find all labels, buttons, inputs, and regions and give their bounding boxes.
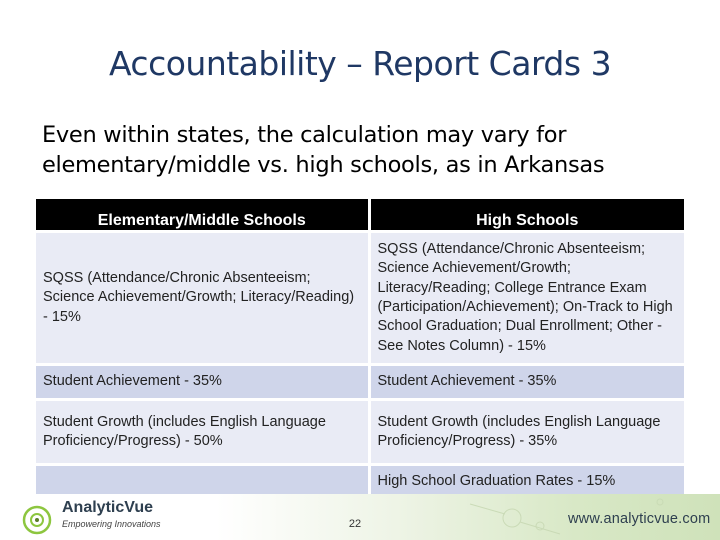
comparison-table: [36, 199, 684, 498]
slide-title: Accountability – Report Cards 3: [108, 44, 612, 83]
header-high-schools: High Schools: [369, 199, 684, 232]
table-row: [36, 232, 684, 365]
page-number: 22: [348, 518, 362, 530]
table-cell: High School Graduation Rates - 15%: [369, 465, 684, 499]
table-cell: [36, 465, 369, 499]
table-row: [36, 365, 684, 400]
table-row: [36, 465, 684, 499]
logo-tagline: Empowering Innovations: [62, 519, 161, 529]
table-header-row: [36, 199, 684, 232]
table-cell: Student Growth (includes English Language Proficiency/Progress) - 50%: [36, 400, 369, 465]
header-elementary-middle: Elementary/Middle Schools: [36, 199, 369, 232]
table-cell: SQSS (Attendance/Chronic Absenteeism; Science Achievement/Growth; Literacy/Reading; College Entrance Exam (Participation/Achievement); On-Track to High School Graduation; Dual Enrollment; Other - See Notes Column) - 15%: [369, 232, 684, 365]
table-cell: Student Achievement - 35%: [369, 365, 684, 400]
logo-name: AnalyticVue: [62, 499, 153, 516]
analyticvue-logo-icon: [22, 505, 52, 535]
website-link[interactable]: www.analyticvue.com: [568, 511, 711, 527]
table-cell: Student Achievement - 35%: [36, 365, 369, 400]
table-cell: SQSS (Attendance/Chronic Absenteeism; Science Achievement/Growth; Literacy/Reading) - 15%: [36, 232, 369, 365]
slide-intro-text: Even within states, the calculation may vary for elementary/middle vs. high schools, as in Arkansas: [42, 122, 605, 178]
table-row: [36, 400, 684, 465]
table-cell: Student Growth (includes English Language Proficiency/Progress) - 35%: [369, 400, 684, 465]
